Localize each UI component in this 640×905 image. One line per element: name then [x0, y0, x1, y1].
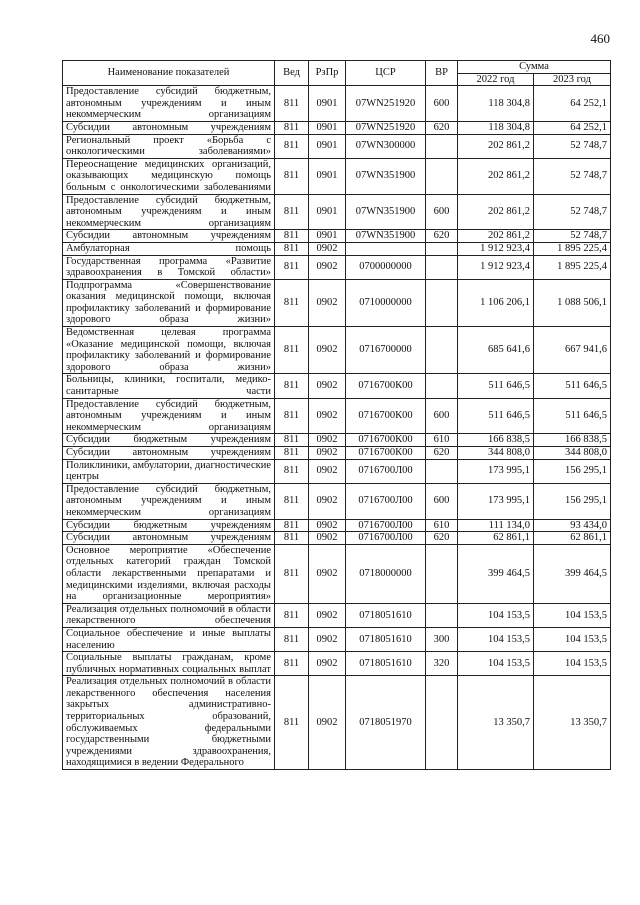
row-rzpr: 0902 — [309, 532, 346, 545]
row-sum-2023: 52 748,7 — [534, 158, 611, 194]
row-sum-2022: 62 861,1 — [458, 532, 534, 545]
row-rzpr: 0902 — [309, 459, 346, 483]
row-rzpr: 0902 — [309, 255, 346, 279]
row-sum-2022: 118 304,8 — [458, 86, 534, 122]
row-sum-2023: 166 838,5 — [534, 434, 611, 447]
row-sum-2023: 64 252,1 — [534, 121, 611, 134]
table-row — [63, 374, 611, 398]
row-sum-2023: 104 153,5 — [534, 603, 611, 627]
row-sum-2023: 64 252,1 — [534, 86, 611, 122]
row-sum-2022: 1 106 206,1 — [458, 279, 534, 326]
row-vr: 620 — [426, 121, 458, 134]
row-sum-2022: 104 153,5 — [458, 603, 534, 627]
row-rzpr: 0902 — [309, 279, 346, 326]
table-row — [63, 652, 611, 676]
row-name: Подпрограмма «Совершенствование оказания медицинской помощи, включая профилактику заболеваний и формирование здорового образа жизни» — [63, 279, 275, 326]
page-number: 460 — [590, 31, 610, 46]
row-csr: 07WN351900 — [346, 158, 426, 194]
row-ved: 811 — [275, 519, 309, 532]
row-sum-2022: 166 838,5 — [458, 434, 534, 447]
row-sum-2023: 1 895 225,4 — [534, 242, 611, 255]
row-sum-2022: 685 641,6 — [458, 327, 534, 374]
row-name: Субсидии автономным учреждениям — [63, 230, 275, 243]
row-name: Предоставление субсидий бюджетным, автономным учреждениям и иным некоммерческим организациям — [63, 86, 275, 122]
row-rzpr: 0902 — [309, 603, 346, 627]
row-ved: 811 — [275, 603, 309, 627]
row-rzpr: 0901 — [309, 134, 346, 158]
table-row — [63, 459, 611, 483]
row-sum-2023: 104 153,5 — [534, 652, 611, 676]
row-rzpr: 0902 — [309, 434, 346, 447]
row-csr: 0716700К00 — [346, 447, 426, 460]
row-sum-2023: 93 434,0 — [534, 519, 611, 532]
row-rzpr: 0901 — [309, 158, 346, 194]
row-csr: 0716700К00 — [346, 434, 426, 447]
row-vr — [426, 459, 458, 483]
row-name: Государственная программа «Развитие здравоохранения в Томской области» — [63, 255, 275, 279]
row-rzpr: 0902 — [309, 374, 346, 398]
row-vr: 620 — [426, 532, 458, 545]
row-vr — [426, 279, 458, 326]
table-header — [63, 61, 611, 86]
table-row — [63, 230, 611, 243]
row-ved: 811 — [275, 194, 309, 230]
row-name: Реализация отдельных полномочий в области лекарственного обеспечения населения закрытых административно-территориальных образований, обслуживаемых федеральными государственными бюджетными учреждениями здравоохранения, находящимися в ведении Федерального — [63, 676, 275, 770]
table-row — [63, 327, 611, 374]
table-row — [63, 519, 611, 532]
row-ved: 811 — [275, 158, 309, 194]
row-ved: 811 — [275, 255, 309, 279]
table-row — [63, 86, 611, 122]
row-sum-2022: 13 350,7 — [458, 676, 534, 770]
row-vr: 610 — [426, 519, 458, 532]
row-sum-2022: 111 134,0 — [458, 519, 534, 532]
row-name: Реализация отдельных полномочий в области лекарственного обеспечения — [63, 603, 275, 627]
row-ved: 811 — [275, 544, 309, 603]
row-sum-2022: 1 912 923,4 — [458, 255, 534, 279]
row-ved: 811 — [275, 398, 309, 434]
row-sum-2022: 104 153,5 — [458, 627, 534, 651]
row-rzpr: 0902 — [309, 627, 346, 651]
row-vr: 600 — [426, 398, 458, 434]
row-csr: 0716700Л00 — [346, 483, 426, 519]
row-name: Поликлиники, амбулатории, диагностические центры — [63, 459, 275, 483]
row-name: Субсидии бюджетным учреждениям — [63, 519, 275, 532]
row-name: Социальное обеспечение и иные выплаты населению — [63, 627, 275, 651]
row-csr: 0716700000 — [346, 327, 426, 374]
row-rzpr: 0901 — [309, 230, 346, 243]
row-vr — [426, 158, 458, 194]
table-row — [63, 603, 611, 627]
row-vr: 320 — [426, 652, 458, 676]
row-vr — [426, 255, 458, 279]
row-rzpr: 0902 — [309, 652, 346, 676]
table-row — [63, 447, 611, 460]
row-name: Ведомственная целевая программа «Оказание медицинской помощи, включая профилактику заболеваний и формирование здорового образа жизни» — [63, 327, 275, 374]
table-row — [63, 134, 611, 158]
table-row — [63, 532, 611, 545]
row-sum-2023: 511 646,5 — [534, 374, 611, 398]
row-sum-2022: 173 995,1 — [458, 459, 534, 483]
row-name: Предоставление субсидий бюджетным, автономным учреждениям и иным некоммерческим организациям — [63, 194, 275, 230]
row-sum-2023: 52 748,7 — [534, 194, 611, 230]
row-sum-2023: 399 464,5 — [534, 544, 611, 603]
row-ved: 811 — [275, 86, 309, 122]
row-csr: 07WN300000 — [346, 134, 426, 158]
row-ved: 811 — [275, 374, 309, 398]
row-csr: 0716700Л00 — [346, 459, 426, 483]
header-sum: Сумма — [458, 61, 611, 74]
row-vr: 620 — [426, 447, 458, 460]
row-ved: 811 — [275, 327, 309, 374]
row-sum-2023: 52 748,7 — [534, 230, 611, 243]
row-ved: 811 — [275, 242, 309, 255]
row-sum-2023: 62 861,1 — [534, 532, 611, 545]
row-vr: 600 — [426, 194, 458, 230]
row-sum-2023: 1 895 225,4 — [534, 255, 611, 279]
row-sum-2022: 511 646,5 — [458, 398, 534, 434]
row-sum-2022: 202 861,2 — [458, 134, 534, 158]
row-ved: 811 — [275, 627, 309, 651]
row-name: Региональный проект «Борьба с онкологическими заболеваниями» — [63, 134, 275, 158]
row-sum-2023: 1 088 506,1 — [534, 279, 611, 326]
row-rzpr: 0902 — [309, 676, 346, 770]
row-vr — [426, 676, 458, 770]
header-vr: ВР — [426, 61, 458, 86]
row-sum-2023: 52 748,7 — [534, 134, 611, 158]
row-name: Переоснащение медицинских организаций, оказывающих медицинскую помощь больным с онкологическими заболеваниями — [63, 158, 275, 194]
row-ved: 811 — [275, 459, 309, 483]
row-vr — [426, 544, 458, 603]
table-body — [63, 86, 611, 770]
table-row — [63, 255, 611, 279]
row-ved: 811 — [275, 447, 309, 460]
row-sum-2023: 156 295,1 — [534, 459, 611, 483]
header-csr: ЦСР — [346, 61, 426, 86]
row-csr: 0710000000 — [346, 279, 426, 326]
row-csr: 0718051610 — [346, 652, 426, 676]
row-sum-2022: 118 304,8 — [458, 121, 534, 134]
row-sum-2022: 173 995,1 — [458, 483, 534, 519]
row-vr — [426, 374, 458, 398]
row-rzpr: 0902 — [309, 483, 346, 519]
row-rzpr: 0901 — [309, 121, 346, 134]
row-csr: 07WN251920 — [346, 86, 426, 122]
row-vr — [426, 603, 458, 627]
row-sum-2023: 156 295,1 — [534, 483, 611, 519]
row-rzpr: 0902 — [309, 327, 346, 374]
row-sum-2022: 202 861,2 — [458, 230, 534, 243]
row-csr — [346, 242, 426, 255]
row-csr: 0716700К00 — [346, 398, 426, 434]
row-name: Предоставление субсидий бюджетным, автономным учреждениям и иным некоммерческим организациям — [63, 483, 275, 519]
table-row — [63, 398, 611, 434]
row-csr: 0700000000 — [346, 255, 426, 279]
row-sum-2023: 667 941,6 — [534, 327, 611, 374]
table-row — [63, 194, 611, 230]
table-row — [63, 544, 611, 603]
row-sum-2023: 511 646,5 — [534, 398, 611, 434]
row-ved: 811 — [275, 121, 309, 134]
row-ved: 811 — [275, 483, 309, 519]
budget-table — [62, 60, 611, 770]
row-ved: 811 — [275, 676, 309, 770]
row-name: Субсидии автономным учреждениям — [63, 532, 275, 545]
row-rzpr: 0902 — [309, 242, 346, 255]
row-name: Больницы, клиники, госпитали, медико-санитарные части — [63, 374, 275, 398]
row-rzpr: 0902 — [309, 519, 346, 532]
header-year-2023: 2023 год — [534, 73, 611, 86]
row-sum-2023: 104 153,5 — [534, 627, 611, 651]
row-sum-2022: 104 153,5 — [458, 652, 534, 676]
row-sum-2022: 511 646,5 — [458, 374, 534, 398]
row-vr — [426, 327, 458, 374]
row-name: Субсидии автономным учреждениям — [63, 121, 275, 134]
row-sum-2022: 1 912 923,4 — [458, 242, 534, 255]
row-rzpr: 0902 — [309, 447, 346, 460]
row-csr: 07WN351900 — [346, 230, 426, 243]
row-rzpr: 0902 — [309, 398, 346, 434]
header-rzpr: РзПр — [309, 61, 346, 86]
row-name: Субсидии бюджетным учреждениям — [63, 434, 275, 447]
row-vr — [426, 242, 458, 255]
row-csr: 07WN251920 — [346, 121, 426, 134]
row-sum-2022: 202 861,2 — [458, 158, 534, 194]
row-vr: 610 — [426, 434, 458, 447]
row-name: Субсидии автономным учреждениям — [63, 447, 275, 460]
row-sum-2023: 344 808,0 — [534, 447, 611, 460]
row-csr: 0716700Л00 — [346, 532, 426, 545]
row-csr: 0718000000 — [346, 544, 426, 603]
row-ved: 811 — [275, 230, 309, 243]
row-name: Основное мероприятие «Обеспечение отдельных категорий граждан Томской области лекарственными препаратами и медицинскими изделиями, включая расходы на организационные мероприятия» — [63, 544, 275, 603]
row-rzpr: 0901 — [309, 194, 346, 230]
row-ved: 811 — [275, 434, 309, 447]
table-row — [63, 158, 611, 194]
table-row — [63, 434, 611, 447]
row-rzpr: 0902 — [309, 544, 346, 603]
row-ved: 811 — [275, 532, 309, 545]
table-row — [63, 121, 611, 134]
row-sum-2022: 202 861,2 — [458, 194, 534, 230]
table-row — [63, 627, 611, 651]
table-row — [63, 279, 611, 326]
header-year-2022: 2022 год — [458, 73, 534, 86]
row-name: Предоставление субсидий бюджетным, автономным учреждениям и иным некоммерческим организациям — [63, 398, 275, 434]
table-row — [63, 242, 611, 255]
row-csr: 07WN351900 — [346, 194, 426, 230]
row-sum-2023: 13 350,7 — [534, 676, 611, 770]
row-sum-2022: 399 464,5 — [458, 544, 534, 603]
row-vr: 600 — [426, 86, 458, 122]
row-vr: 300 — [426, 627, 458, 651]
row-csr: 0718051610 — [346, 603, 426, 627]
row-vr — [426, 134, 458, 158]
row-rzpr: 0901 — [309, 86, 346, 122]
row-ved: 811 — [275, 134, 309, 158]
row-vr: 600 — [426, 483, 458, 519]
table-row — [63, 483, 611, 519]
row-ved: 811 — [275, 279, 309, 326]
row-csr: 0718051970 — [346, 676, 426, 770]
row-name: Социальные выплаты гражданам, кроме публичных нормативных социальных выплат — [63, 652, 275, 676]
header-name: Наименование показателей — [63, 61, 275, 86]
row-csr: 0716700Л00 — [346, 519, 426, 532]
header-ved: Вед — [275, 61, 309, 86]
row-vr: 620 — [426, 230, 458, 243]
row-csr: 0716700К00 — [346, 374, 426, 398]
row-name: Амбулаторная помощь — [63, 242, 275, 255]
row-csr: 0718051610 — [346, 627, 426, 651]
row-sum-2022: 344 808,0 — [458, 447, 534, 460]
table-row — [63, 676, 611, 770]
row-ved: 811 — [275, 652, 309, 676]
